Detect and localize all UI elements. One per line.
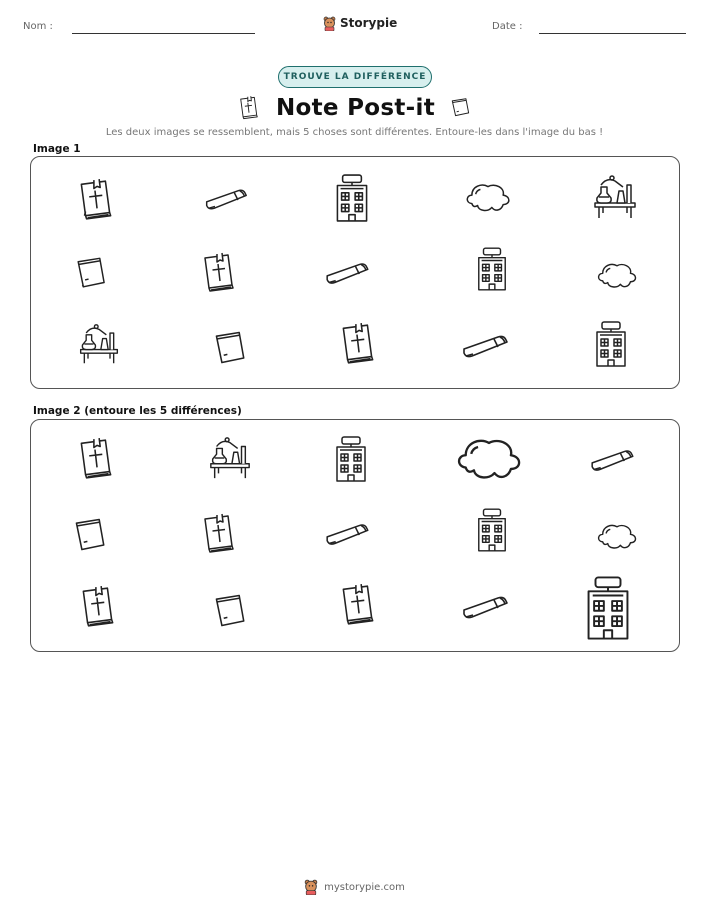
bible-icon[interactable] [335,582,381,628]
lab-table-icon[interactable] [207,434,253,482]
lab-table-icon[interactable] [77,321,121,367]
footer-site[interactable]: mystorypie.com [324,881,405,893]
building-icon[interactable] [593,319,629,369]
page-title: Note Post-it [275,95,436,121]
bible-icon[interactable] [75,584,121,630]
lab-table-icon[interactable] [591,173,639,221]
bible-icon[interactable] [73,177,119,223]
bible-icon[interactable] [197,512,241,556]
image2-label: Image 2 (entoure les 5 différences) [33,405,242,417]
image1-label: Image 1 [33,143,81,155]
bear-icon [323,16,336,31]
bible-icon[interactable] [197,251,241,295]
eraser-icon[interactable] [323,518,371,552]
slime-icon[interactable] [595,259,639,291]
slime-icon[interactable] [463,179,513,215]
activity-badge: TROUVE LA DIFFÉRENCE [278,66,432,88]
date-label: Date : [492,21,523,32]
image1-panel [30,156,680,389]
slime-icon[interactable] [451,432,527,484]
bible-icon[interactable] [335,321,381,367]
eraser-icon[interactable] [459,329,511,365]
sticky-note-icon[interactable] [71,514,111,556]
sticky-note-icon [449,96,473,120]
building-icon[interactable] [583,574,633,642]
bible-icon[interactable] [73,436,119,482]
eraser-icon[interactable] [203,183,249,217]
brand-name: Storypie [340,16,398,30]
image2-panel [30,419,680,652]
building-icon[interactable] [475,506,509,554]
name-line[interactable] [72,33,255,34]
instructions: Les deux images se ressemblent, mais 5 choses sont différentes. Entoure-les dans l'image du bas ! [105,127,604,138]
footer [0,879,709,895]
building-icon[interactable] [475,245,509,293]
bear-icon [304,879,318,895]
name-label: Nom : [23,21,53,32]
eraser-icon[interactable] [587,444,637,478]
eraser-icon[interactable] [459,590,511,626]
building-icon[interactable] [333,173,371,223]
sticky-note-icon[interactable] [73,253,111,293]
sticky-note-icon[interactable] [211,590,251,632]
title-row [0,92,709,124]
building-icon[interactable] [333,434,369,484]
bible-icon [236,95,262,121]
slime-icon[interactable] [595,520,639,552]
sticky-note-icon[interactable] [211,327,251,369]
date-line[interactable] [539,33,686,34]
eraser-icon[interactable] [323,257,371,291]
brand-logo [323,14,397,32]
